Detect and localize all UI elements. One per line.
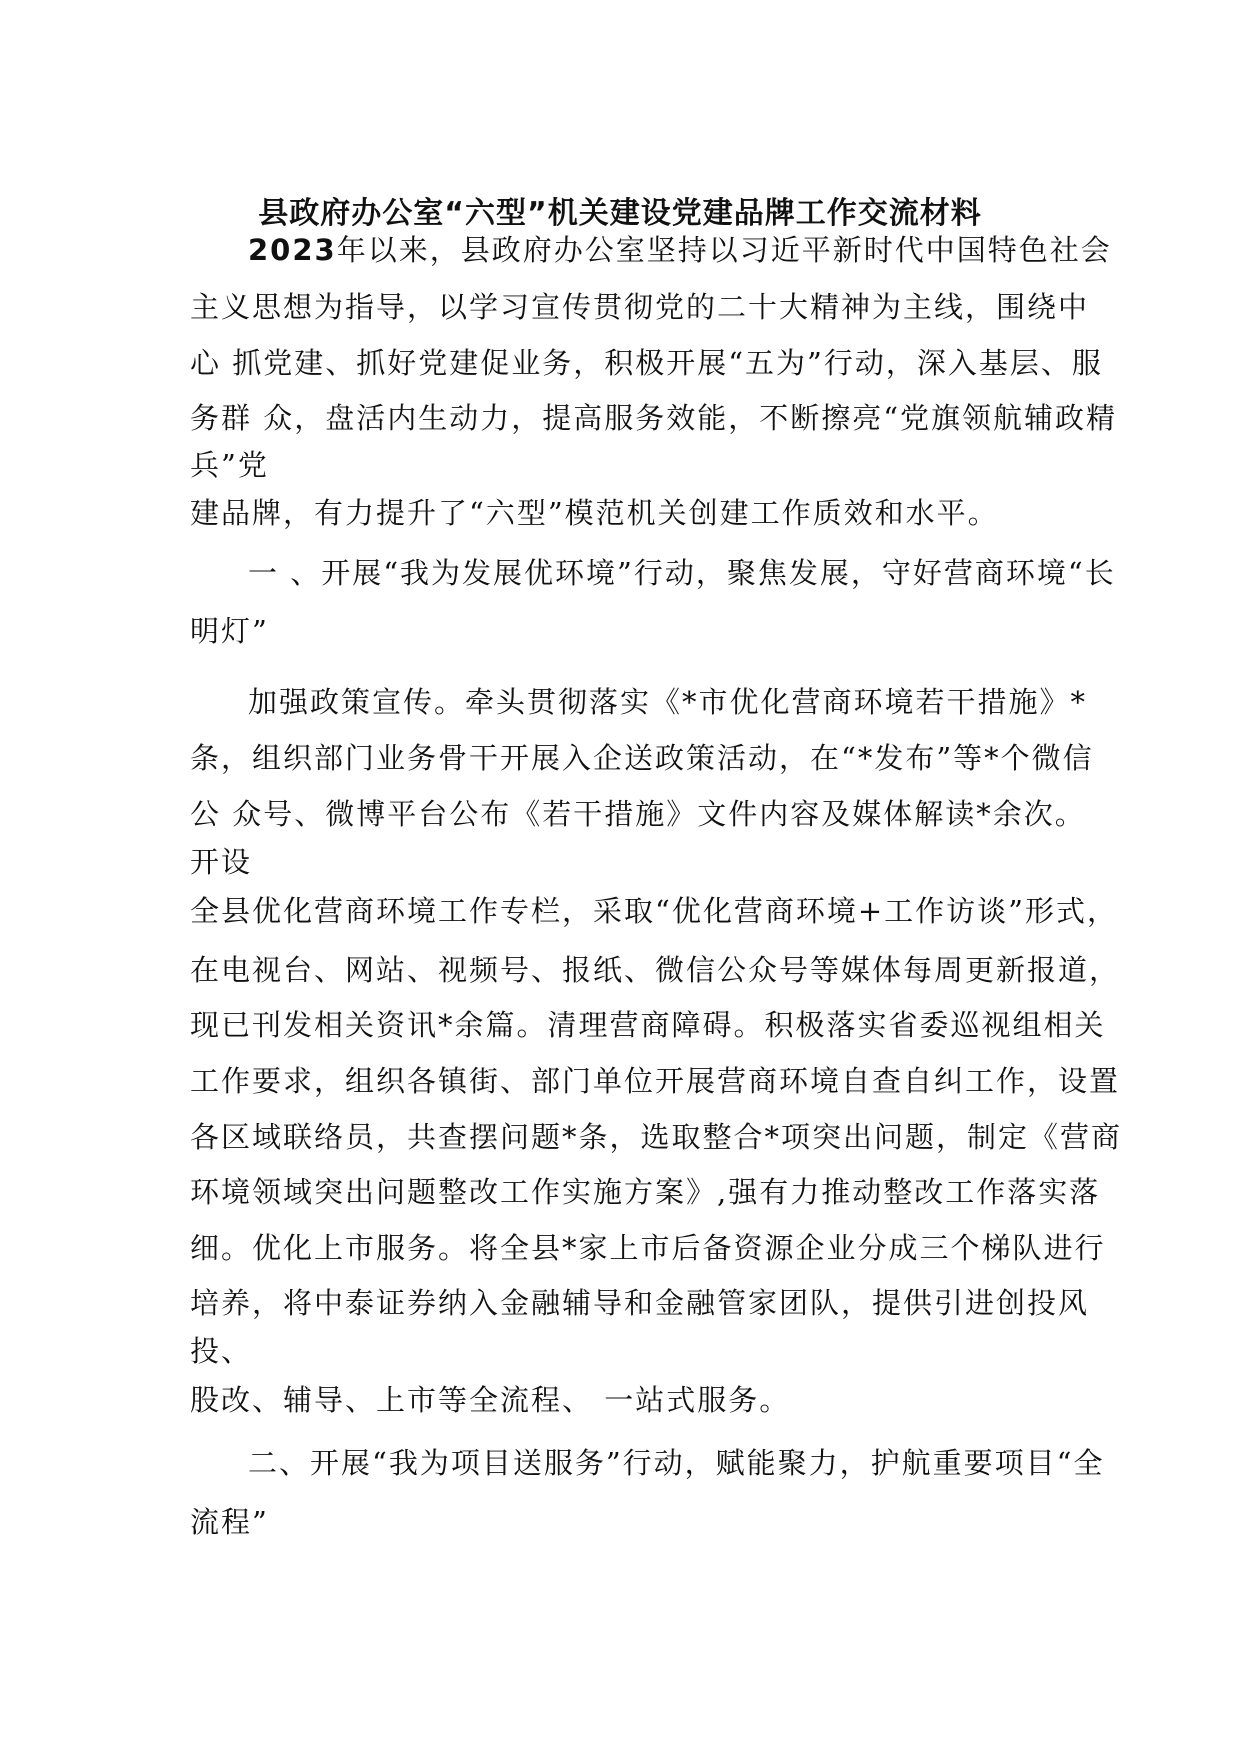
paragraph-line: 细。优化上市服务。将全县*家上市后备资源企业分成三个梯队进行 [190, 1231, 1106, 1265]
paragraph-line: 公 众号、微博平台公布《若干措施》文件内容及媒体解读*余次。 [190, 797, 1086, 831]
section-heading-line: 明灯” [190, 614, 269, 648]
paragraph-line: 环境领域突出问题整改工作实施方案》,强有力推动整改工作落实落 [190, 1175, 1101, 1209]
paragraph-line: 培养，将中泰证券纳入金融辅导和金融管家团队，提供引进创投风 [190, 1286, 1090, 1320]
section-heading-line: 流程” [190, 1505, 269, 1539]
paragraph-line: 条，组织部门业务骨干开展入企送政策活动，在“*发布”等*个微信 [190, 741, 1094, 775]
paragraph-line: 投、 [190, 1334, 253, 1368]
paragraph-line: 建品牌，有力提升了“六型”模范机关创建工作质效和水平。 [190, 496, 999, 530]
section-heading-line: 二、开展“我为项目送服务”行动，赋能聚力，护航重要项目“全 [248, 1446, 1105, 1480]
document-title: 县政府办公室“六型”机关建设党建品牌工作交流材料 [258, 196, 982, 231]
paragraph-line: 在电视台、网站、视频号、报纸、微信公众号等媒体每周更新报道， [190, 953, 1121, 987]
paragraph-line: 现已刊发相关资讯*余篇。清理营商障碍。积极落实省委巡视组相关 [190, 1008, 1106, 1042]
paragraph-line: 全县优化营商环境工作专栏，采取“优化营商环境+工作访谈”形式， [190, 894, 1118, 928]
paragraph-line: 主义思想为指导，以学习宣传贯彻党的二十大精神为主线，围绕中 [190, 290, 1090, 324]
paragraph-line-text: 年以来，县政府办公室坚持以习近平新时代中国特色社会 [336, 233, 1112, 267]
paragraph-line: 兵”党 [190, 448, 269, 482]
paragraph-line: 各区域联络员，共查摆问题*条，选取整合*项突出问题，制定《营商 [190, 1120, 1123, 1154]
paragraph-line: 务群 众，盘活内生动力，提高服务效能，不断擦亮“党旗领航辅政精 [190, 401, 1118, 435]
paragraph-line: 工作要求，组织各镇街、部门单位开展营商环境自查自纠工作，设置 [190, 1064, 1121, 1098]
section-heading-line: 一 、开展“我为发展优环境”行动，聚焦发展，守好营商环境“长 [248, 556, 1116, 590]
paragraph-line: 心 抓党建、抓好党建促业务，积极开展“五为”行动，深入基层、服 [190, 346, 1103, 380]
paragraph-line: 开设 [190, 845, 253, 879]
intro-year: 2023 [248, 233, 337, 267]
paragraph-line [248, 230, 1112, 270]
paragraph-line: 加强政策宣传。牵头贯彻落实《*市优化营商环境若干措施》* [248, 685, 1088, 719]
paragraph-line: 股改、辅导、上市等全流程、 一站式服务。 [190, 1383, 791, 1417]
